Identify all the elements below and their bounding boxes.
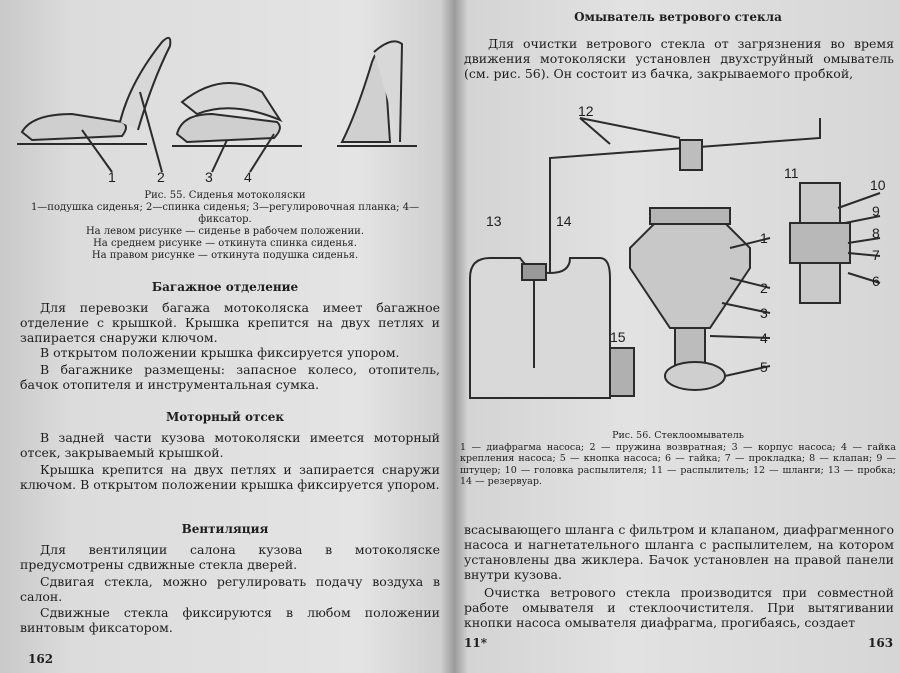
fig55-label: 1: [108, 169, 116, 185]
signature-mark: 11*: [464, 636, 487, 650]
seat-figure-55: [12, 22, 442, 192]
page-number: 162: [28, 652, 54, 666]
paragraph: Для перевозки багажа мотоколяска имеет багажное отделение с крышкой. Крышка крепится на двух петлях и запирается снаружи ключом.: [20, 300, 440, 345]
right-page: [456, 0, 900, 673]
fig55-caption: [10, 190, 440, 262]
fig56-label: 8: [872, 225, 880, 241]
paragraph: Крышка крепится на двух петлях и запирается снаружи ключом. В открытом положении крышка фиксируется упором.: [20, 462, 440, 492]
paragraph: В задней части кузова мотоколяски имеется моторный отсек, закрываемый крышкой.: [20, 430, 440, 460]
fig56-label: 14: [556, 213, 572, 229]
fig55-note: На левом рисунке — сиденье в рабочем положении.: [85, 226, 365, 237]
fig55-label: 2: [157, 169, 165, 185]
fig56-label: 10: [870, 177, 886, 193]
fig56-label: 1: [760, 230, 768, 246]
paragraph: В багажнике размещены: запасное колесо, отопитель, бачок отопителя и инструментальная сумка.: [20, 362, 440, 392]
fig56-label: 15: [610, 329, 626, 345]
paragraph: Сдвижные стекла фиксируются в любом положении винтовым фиксатором.: [20, 605, 440, 635]
paragraph: В открытом положении крышка фиксируется упором.: [40, 345, 400, 360]
section-heading: Моторный отсек: [165, 410, 285, 424]
fig56-label: 3: [760, 305, 768, 321]
paragraph: Сдвигая стекла, можно регулировать подачу воздуха в салон.: [20, 574, 440, 604]
fig55-note: На среднем рисунке — откинута спинка сиденья.: [93, 238, 357, 249]
fig56-label: 9: [872, 203, 880, 219]
paragraph: всасывающего шланга с фильтром и клапаном, диафрагменного насоса и нагнетательного шланга с распылителем, на котором установлены два жиклера. Бачок установлен на правой панели внутри кузова.: [464, 522, 894, 582]
fig56-legend: 1 — диафрагма насоса; 2 — пружина возвратная; 3 — корпус насоса; 4 — гайка крепления насоса; 5 — кнопка насоса; 6 — гайка; 7 — прокладка; 8 — клапан; 9 — штуцер; 10 — головка распылителя; 11 — распылитель; 12 — шланги; 13 — пробка; 14 — резервуар.: [460, 441, 896, 487]
fig56-label: 7: [872, 247, 880, 263]
fig56-label: 11: [784, 165, 799, 181]
fig56-label: 13: [486, 213, 502, 229]
section-heading: Омыватель ветрового стекла: [574, 10, 782, 24]
paragraph: Очистка ветрового стекла производится при совместной работе омывателя и стеклоочистителя. При вытягивании кнопки насоса омывателя диафрагма, прогибаясь, создает: [464, 585, 894, 630]
fig56-caption: [460, 430, 896, 488]
section-heading: Багажное отделение: [151, 280, 299, 294]
fig56-title: Рис. 56. Стеклоомыватель: [612, 430, 744, 441]
washer-figure-56: [460, 98, 896, 428]
fig56-label: 2: [760, 280, 768, 296]
page-number: 163: [868, 636, 894, 650]
fig55-label: 4: [244, 169, 252, 185]
fig55-note: На правом рисунке — откинута подушка сиденья.: [91, 250, 359, 261]
fig56-label: 4: [760, 330, 768, 346]
fig56-label: 6: [872, 273, 880, 289]
fig56-label: 5: [760, 359, 768, 375]
fig55-legend: 1—подушка сиденья; 2—спинка сиденья; 3—регулировочная планка; 4—фиксатор.: [30, 202, 420, 225]
intro-paragraph: Для очистки ветрового стекла от загрязнения во время движения мотоколяски установлен двухструйный омыватель (см. рис. 56). Он состоит из бачка, закрываемого пробкой,: [464, 36, 894, 81]
fig55-label: 3: [205, 169, 213, 185]
paragraph: Для вентиляции салона кузова в мотоколяске предусмотрены сдвижные стекла дверей.: [20, 542, 440, 572]
section-heading: Вентиляция: [181, 522, 269, 536]
fig56-label: 12: [578, 103, 594, 119]
fig55-title: Рис. 55. Сиденья мотоколяски: [144, 190, 306, 201]
